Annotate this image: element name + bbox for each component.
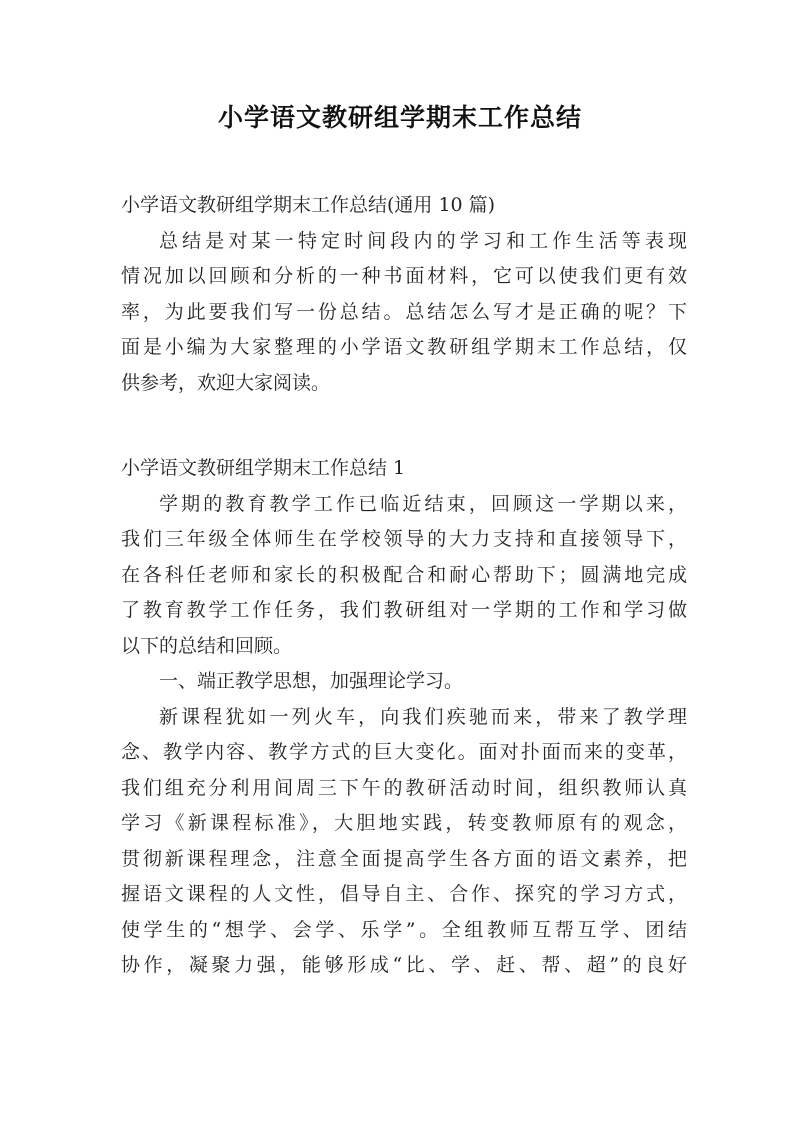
point-one-heading: 一、端正教学思想，加强理论学习。 [159,670,464,692]
document-title: 小学语文教研组学期末工作总结 [217,103,582,132]
section-para2-line: 协作，凝聚力强，能够形成“比、学、赶、帮、超”的良好 [121,954,687,976]
intro-line: 面是小编为大家整理的小学语文教研组学期末工作总结，仅 [121,336,687,358]
document-body [121,188,687,984]
section-para2-line: 学习《新课程标准》，大胆地实践，转变教师原有的观念， [121,812,687,834]
section-para1-line: 在各科任老师和家长的积极配合和耐心帮助下；圆满地完成 [121,563,687,586]
section-para1-line: 我们三年级全体师生在学校领导的大力支持和直接领导下， [121,528,687,550]
intro-line: 总结是对某一特定时间段内的学习和工作生活等表现 [159,229,687,252]
section-para2-line: 新课程犹如一列火车，向我们疾驰而来，带来了教学理 [159,705,687,728]
section-para1-line: 了教育教学工作任务，我们教研组对一学期的工作和学习做 [121,599,687,621]
document-subtitle: 小学语文教研组学期末工作总结(通用 10 篇) [121,194,496,216]
paragraph-spacer [121,401,687,451]
section-para2-line: 贯彻新课程理念，注意全面提高学生各方面的语文素养，把 [121,847,687,870]
intro-line: 情况加以回顾和分析的一种书面材料，它可以使我们更有效 [121,265,687,287]
section-para2-line: 我们组充分利用间周三下午的教研活动时间，组织教师认真 [121,776,687,799]
section-para2-line: 使学生的“想学、会学、乐学”。全组教师互帮互学、团结 [121,918,687,941]
section-para1-line: 学期的教育教学工作已临近结束，回顾这一学期以来， [159,492,687,515]
section-para2-line: 念、教学内容、教学方式的巨大变化。面对扑面而来的变革， [121,741,687,763]
intro-line: 供参考，欢迎大家阅读。 [121,371,331,394]
section-para2-line: 握语文课程的人文性，倡导自主、合作、探究的学习方式， [121,883,687,905]
intro-line: 率，为此要我们写一份总结。总结怎么写才是正确的呢？下 [121,300,687,323]
section-heading: 小学语文教研组学期末工作总结 1 [121,457,406,479]
section-para1-line: 以下的总结和回顾。 [121,634,293,657]
